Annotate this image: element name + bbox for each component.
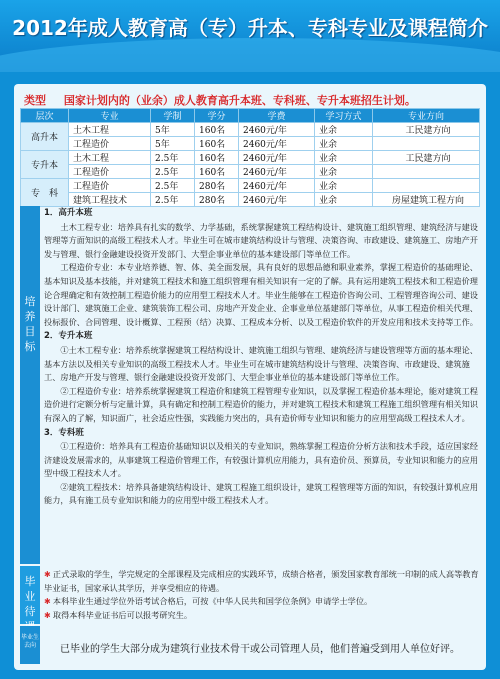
header-banner bbox=[0, 0, 500, 72]
paragraph: ②建筑工程技术：培养具备建筑结构设计、建筑工程施工组织设计，建筑工程管理等方面的知识，有较强计算机应用能力，具有施工员专业知识和能力的应用型中级工程技术人才。 bbox=[44, 481, 478, 506]
sidebar-direction: 毕业生去向 bbox=[20, 626, 40, 664]
table-row bbox=[21, 123, 480, 137]
table-cell: 业余 bbox=[315, 123, 373, 137]
table-cell: 2.5年 bbox=[151, 193, 195, 207]
table-cell: 土木工程 bbox=[69, 123, 151, 137]
table-cell: 业余 bbox=[315, 179, 373, 193]
treatment-text: 本科毕业生通过学位外语考试合格后，可按《中华人民共和国学位条例》申请学士学位。 bbox=[52, 596, 373, 607]
paragraph: ②工程造价专业：培养系统掌握建筑工程造价和建筑工程管理专业知识，以及掌握工程造价基本理论，能对建筑工程造价进行定额分析与定量计算，具有确定和控制工程造价的能力，并对建筑工程技术和建筑工程施工组织管理有相关知识有深入的了解，知识面广，社会适应性强，实践能力突出的，具有造价师专业知识和能力的应用型高级工程技术人才。 bbox=[44, 385, 478, 423]
table-header-row bbox=[21, 109, 480, 123]
sidebar-goals: 培养目标 bbox=[20, 206, 40, 564]
program-table bbox=[20, 108, 480, 207]
page-title: 2012年成人教育高（专）升本、专科专业及课程简介 bbox=[12, 16, 488, 40]
table-cell: 160名 bbox=[195, 137, 239, 151]
table-cell: 2460元/年 bbox=[239, 151, 315, 165]
table-cell bbox=[373, 179, 480, 193]
table-cell-level: 高升本 bbox=[21, 123, 69, 151]
treatment-item bbox=[44, 568, 480, 595]
table-cell: 2460元/年 bbox=[239, 137, 315, 151]
graduate-direction-text: 已毕业的学生大部分成为建筑行业技术骨干或公司管理人员，他们普遍受到用人单位好评。 bbox=[60, 644, 460, 655]
section-title-upgrade-bachelor: 1．高升本班 bbox=[44, 208, 93, 218]
table-cell: 280名 bbox=[195, 179, 239, 193]
table-cell: 工程造价 bbox=[69, 179, 151, 193]
table-cell: 工民建方向 bbox=[373, 151, 480, 165]
table-row bbox=[21, 179, 480, 193]
table-cell-level: 专 科 bbox=[21, 179, 69, 207]
table-cell: 建筑工程技术 bbox=[69, 193, 151, 207]
bullet-icon: ✱ bbox=[44, 569, 51, 579]
col-header-level: 层次 bbox=[21, 109, 69, 123]
table-cell: 160名 bbox=[195, 123, 239, 137]
table-cell bbox=[373, 165, 480, 179]
section-title-college: 3．专科班 bbox=[44, 427, 84, 438]
col-header-quota: 学分 bbox=[195, 109, 239, 123]
table-cell: 160名 bbox=[195, 165, 239, 179]
table-cell: 业余 bbox=[315, 137, 373, 151]
col-header-duration: 学制 bbox=[151, 109, 195, 123]
table-cell: 业余 bbox=[315, 193, 373, 207]
table-cell: 2.5年 bbox=[151, 165, 195, 179]
table-cell: 工程造价 bbox=[69, 137, 151, 151]
table-row bbox=[21, 165, 480, 179]
table-cell: 160名 bbox=[195, 151, 239, 165]
col-header-direction: 专业方向 bbox=[373, 109, 480, 123]
table-cell: 土木工程 bbox=[69, 151, 151, 165]
table-cell: 5年 bbox=[151, 123, 195, 137]
table-cell-level: 专升本 bbox=[21, 151, 69, 179]
treatment-item bbox=[44, 595, 480, 609]
table-cell: 业余 bbox=[315, 165, 373, 179]
table-cell: 280名 bbox=[195, 193, 239, 207]
bullet-icon: ✱ bbox=[44, 596, 51, 607]
table-cell: 2.5年 bbox=[151, 151, 195, 165]
sidebar-treatment: 毕业待 bbox=[20, 566, 40, 624]
table-row bbox=[21, 137, 480, 151]
table-cell: 工程造价 bbox=[69, 165, 151, 179]
table-cell: 2460元/年 bbox=[239, 193, 315, 207]
col-header-study-mode: 学习方式 bbox=[315, 109, 373, 123]
treatment-content bbox=[44, 568, 480, 622]
col-header-tuition: 学费 bbox=[239, 109, 315, 123]
paragraph: ①工程造价：培养具有工程造价基础知识以及相关的专业知识，熟练掌握工程造价分析方法和技术手段，适应国家经济建设发展需求的，从事建筑工程造价管理工作，有较强计算机应用能力，具有造价员、预算员，专业知识和能力的应用型中级工程技术人才。 bbox=[44, 441, 478, 479]
table-cell: 工民建方向 bbox=[373, 123, 480, 137]
table-row bbox=[21, 151, 480, 165]
treatment-text: 正式录取的学生，学完规定的全部课程及完成相应的实践环节，成绩合格者，颁发国家教育部统一印制的成人高等教育毕业证书，国家承认其学历，并享受相应的待遇。 bbox=[44, 569, 479, 593]
col-header-major: 专业 bbox=[69, 109, 151, 123]
table-row bbox=[21, 193, 480, 207]
table-cell: 2460元/年 bbox=[239, 179, 315, 193]
paragraph: 工程造价专业：本专业培养德、智、体、美全面发展，具有良好的思想品德和职业素养，掌握工程造价的基础理论、基本知识及基本技能，并对建筑工程技术和施工组织管理有相关知识有一定的了解。具有运用建筑工程技术和工程造价理论合理确定和有效控制工程造价能力的应用型工程技术人才。毕业生能够在工程造价咨询公司、工程管理咨询公司、建设设计部门、建筑施工企业、建筑装饰工程公司、房地产开发企业、企事业单位基建部门等单位，从事工程造价相关代理、投标报价、合同管理、设计概算、工程预（结）决算、工程成本分析、以及工程造价软件的开发应用和技术支持等工作。 bbox=[44, 262, 478, 327]
section-title-college-to-bachelor: 2．专升本班 bbox=[44, 331, 93, 342]
paragraph: ①土木工程专业：培养系统掌握建筑工程结构设计、建筑施工组织与管理、建筑经济与建设管理等方面的基本理论、基本方法以及相关专业知识的高级工程技术人才。毕业生可在城市建筑结构设计与管理、决策咨询、市政建设、建筑施工、房地产开发与管理、银行金融建设投资开发部门、大型企事业单位的基本建设部门等单位工作。 bbox=[44, 344, 478, 383]
table-cell: 2460元/年 bbox=[239, 123, 315, 137]
table-cell: 2460元/年 bbox=[239, 165, 315, 179]
treatment-text: 取得本科毕业证书后可以报考研究生。 bbox=[52, 609, 193, 620]
treatment-item bbox=[44, 609, 480, 623]
type-label: 类型 bbox=[24, 94, 46, 107]
table-cell bbox=[373, 137, 480, 151]
goals-content bbox=[44, 206, 480, 508]
type-text: 国家计划内的（业余）成人教育高升本班、专科班、专升本班招生计划。 bbox=[63, 94, 416, 107]
paragraph: 土木工程专业：培养具有扎实的数学、力学基础，系统掌握建筑工程结构设计、建筑施工组织管理、建筑经济与建设管理等方面知识的高级工程技术人才。毕业生可在城市建筑结构设计与管理、决策咨询、市政建设、建筑施工、房地产开发与管理、银行金融建设投资开发部门、大型企事业单位的基本建设部门等单位工作。 bbox=[44, 221, 478, 259]
decorative-wave bbox=[0, 38, 500, 72]
table-cell: 5年 bbox=[151, 137, 195, 151]
table-cell: 2.5年 bbox=[151, 179, 195, 193]
type-line bbox=[24, 92, 484, 108]
table-cell: 房屋建筑工程方向 bbox=[373, 193, 480, 207]
bullet-icon: ✱ bbox=[44, 609, 51, 620]
table-cell: 业余 bbox=[315, 151, 373, 165]
